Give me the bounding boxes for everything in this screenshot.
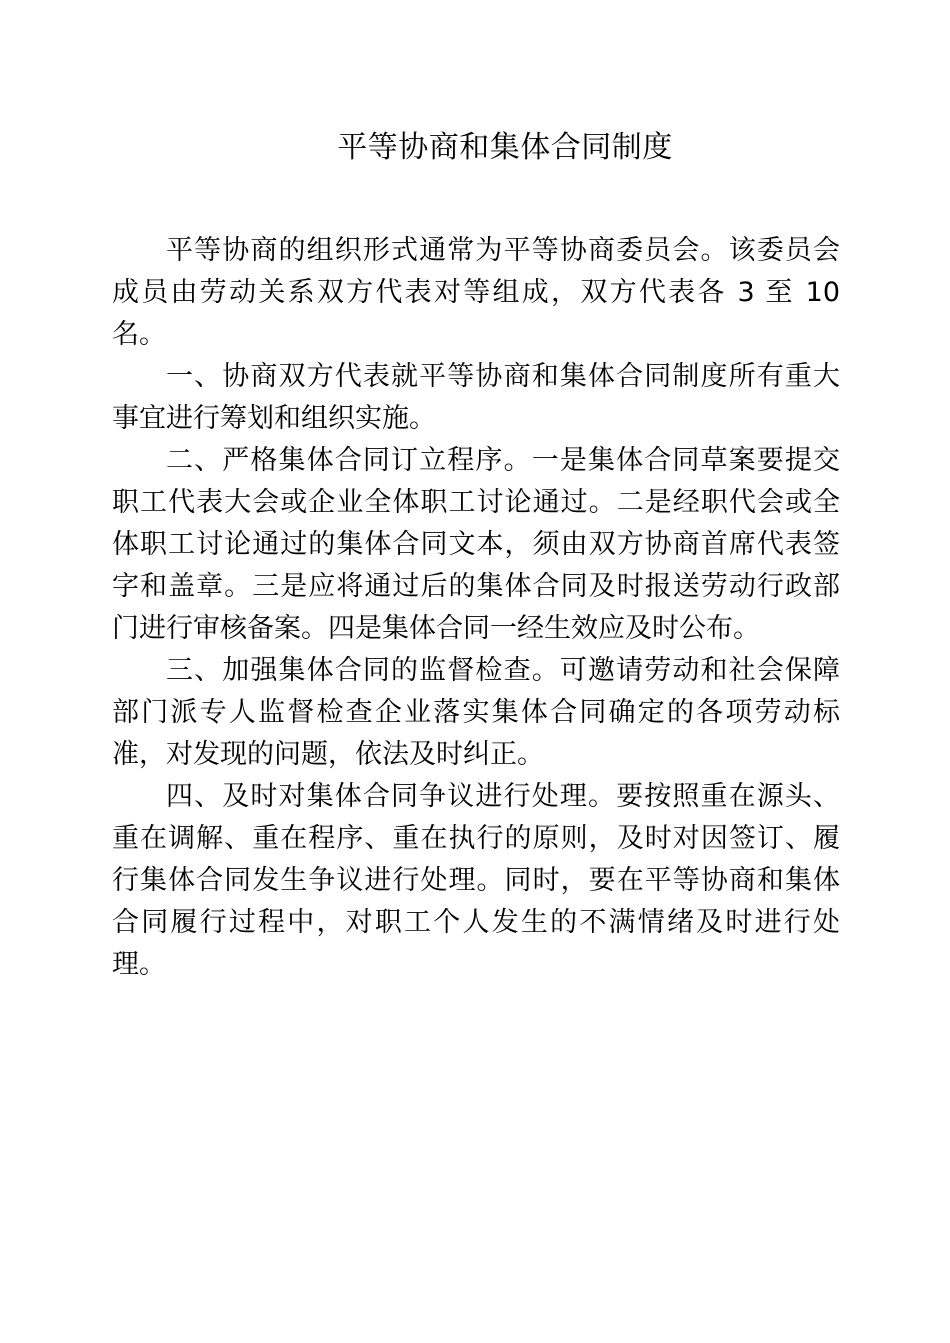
- paragraph-item-4: 四、及时对集体合同争议进行处理。要按照重在源头、重在调解、重在程序、重在执行的原则，及时对因签订、履行集体合同发生争议进行处理。同时，要在平等协商和集体合同履行过程中，对职工个人发生的不满情绪及时进行处理。: [112, 781, 840, 980]
- paragraph-item-3: 三、加强集体合同的监督检查。可邀请劳动和社会保障部门派专人监督检查企业落实集体合同确定的各项劳动标准，对发现的问题，依法及时纠正。: [112, 655, 840, 770]
- paragraph-intro: 平等协商的组织形式通常为平等协商委员会。该委员会成员由劳动关系双方代表对等组成，双方代表各 3 至 10 名。: [112, 235, 840, 350]
- document-body: [112, 230, 840, 986]
- paragraph-item-2: 二、严格集体合同订立程序。一是集体合同草案要提交职工代表大会或企业全体职工讨论通过。二是经职代会或全体职工讨论通过的集体合同文本，须由双方协商首席代表签字和盖章。三是应将通过后的集体合同及时报送劳动行政部门进行审核备案。四是集体合同一经生效应及时公布。: [112, 445, 840, 644]
- document-title: 平等协商和集体合同制度: [337, 130, 673, 165]
- paragraph-item-1: 一、协商双方代表就平等协商和集体合同制度所有重大事宜进行筹划和组织实施。: [112, 361, 840, 434]
